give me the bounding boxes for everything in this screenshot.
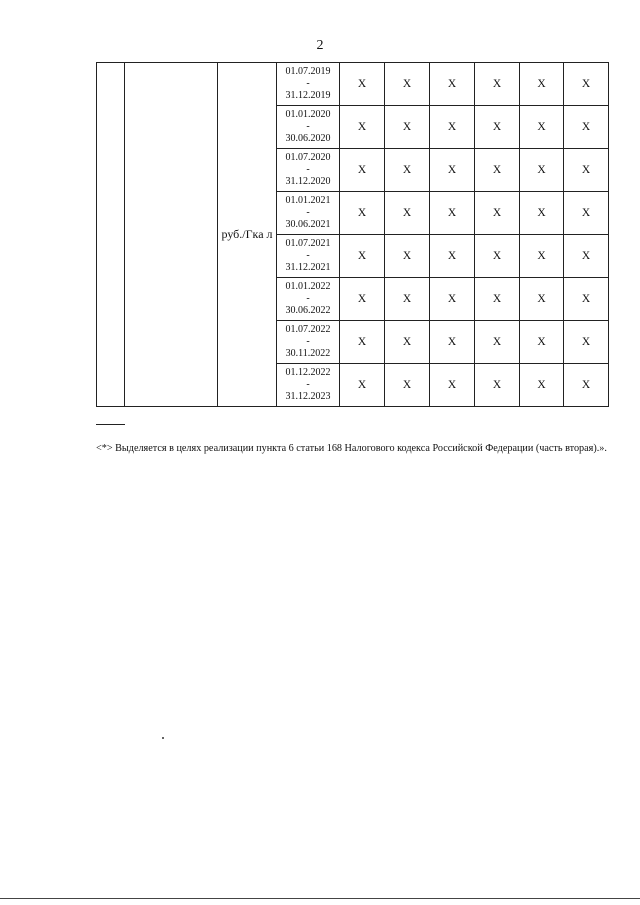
- value-cell: X: [430, 321, 475, 364]
- value-cell: X: [520, 106, 564, 149]
- period-start: 01.07.2021: [285, 238, 331, 249]
- value-cell: X: [340, 278, 385, 321]
- period-cell: [277, 278, 340, 321]
- value-cell: X: [385, 278, 430, 321]
- period-cell: [277, 106, 340, 149]
- value-cell: X: [385, 364, 430, 407]
- value-cell: X: [475, 63, 520, 106]
- period-sep: -: [306, 121, 310, 132]
- footnote-separator: [96, 424, 125, 425]
- value-cell: X: [520, 63, 564, 106]
- period-cell: [277, 364, 340, 407]
- value-cell: X: [475, 149, 520, 192]
- value-cell: X: [430, 364, 475, 407]
- value-cell: X: [520, 364, 564, 407]
- unit-cell: руб./Гка л: [218, 63, 277, 407]
- value-cell: X: [385, 106, 430, 149]
- period-start: 01.01.2021: [285, 195, 331, 206]
- period-cell: [277, 63, 340, 106]
- row-number-cell: [97, 63, 125, 407]
- period-sep: -: [306, 293, 310, 304]
- value-cell: X: [475, 106, 520, 149]
- period-cell: [277, 235, 340, 278]
- value-cell: X: [564, 106, 609, 149]
- value-cell: X: [564, 321, 609, 364]
- period-start: 01.12.2022: [285, 367, 331, 378]
- period-sep: -: [306, 336, 310, 347]
- period-cell: [277, 149, 340, 192]
- period-end: 30.06.2022: [285, 305, 331, 316]
- period-sep: -: [306, 78, 310, 89]
- value-cell: X: [340, 192, 385, 235]
- period-cell: [277, 192, 340, 235]
- value-cell: X: [430, 278, 475, 321]
- category-cell: [125, 63, 218, 407]
- period-sep: -: [306, 207, 310, 218]
- period-sep: -: [306, 379, 310, 390]
- value-cell: X: [430, 106, 475, 149]
- period-start: 01.01.2022: [285, 281, 331, 292]
- value-cell: X: [340, 106, 385, 149]
- value-cell: X: [475, 235, 520, 278]
- period-start: 01.07.2022: [285, 324, 331, 335]
- value-cell: X: [564, 278, 609, 321]
- value-cell: X: [520, 278, 564, 321]
- period-start: 01.07.2020: [285, 152, 331, 163]
- value-cell: X: [520, 192, 564, 235]
- scan-edge-line: [0, 898, 640, 899]
- period-end: 30.06.2021: [285, 219, 331, 230]
- footnote-text: <*> Выделяется в целях реализации пункта 6 статьи 168 Налогового кодекса Российской Федерации (часть вторая).».: [96, 443, 607, 454]
- value-cell: X: [475, 321, 520, 364]
- value-cell: X: [520, 235, 564, 278]
- period-end: 31.12.2020: [285, 176, 331, 187]
- period-end: 30.11.2022: [285, 348, 331, 359]
- value-cell: X: [430, 235, 475, 278]
- value-cell: X: [475, 192, 520, 235]
- period-start: 01.07.2019: [285, 66, 331, 77]
- period-sep: -: [306, 164, 310, 175]
- period-end: 31.12.2023: [285, 391, 331, 402]
- period-sep: -: [306, 250, 310, 261]
- period-cell: [277, 321, 340, 364]
- value-cell: X: [430, 149, 475, 192]
- tariff-table: [96, 62, 609, 407]
- value-cell: X: [475, 278, 520, 321]
- value-cell: X: [340, 235, 385, 278]
- value-cell: X: [385, 192, 430, 235]
- value-cell: X: [385, 235, 430, 278]
- value-cell: X: [385, 63, 430, 106]
- period-end: 31.12.2021: [285, 262, 331, 273]
- period-end: 31.12.2019: [285, 90, 331, 101]
- value-cell: X: [475, 364, 520, 407]
- period-end: 30.06.2020: [285, 133, 331, 144]
- value-cell: X: [340, 63, 385, 106]
- value-cell: X: [564, 235, 609, 278]
- value-cell: X: [385, 321, 430, 364]
- value-cell: X: [385, 149, 430, 192]
- value-cell: X: [564, 192, 609, 235]
- value-cell: X: [430, 192, 475, 235]
- value-cell: X: [520, 149, 564, 192]
- page-number: 2: [316, 38, 324, 53]
- tariff-table-body: [97, 63, 609, 407]
- value-cell: X: [564, 364, 609, 407]
- value-cell: X: [520, 321, 564, 364]
- value-cell: X: [430, 63, 475, 106]
- period-start: 01.01.2020: [285, 109, 331, 120]
- value-cell: X: [564, 149, 609, 192]
- scan-speck: [162, 737, 164, 739]
- value-cell: X: [340, 149, 385, 192]
- value-cell: X: [340, 321, 385, 364]
- table-row: [97, 63, 609, 106]
- value-cell: X: [340, 364, 385, 407]
- value-cell: X: [564, 63, 609, 106]
